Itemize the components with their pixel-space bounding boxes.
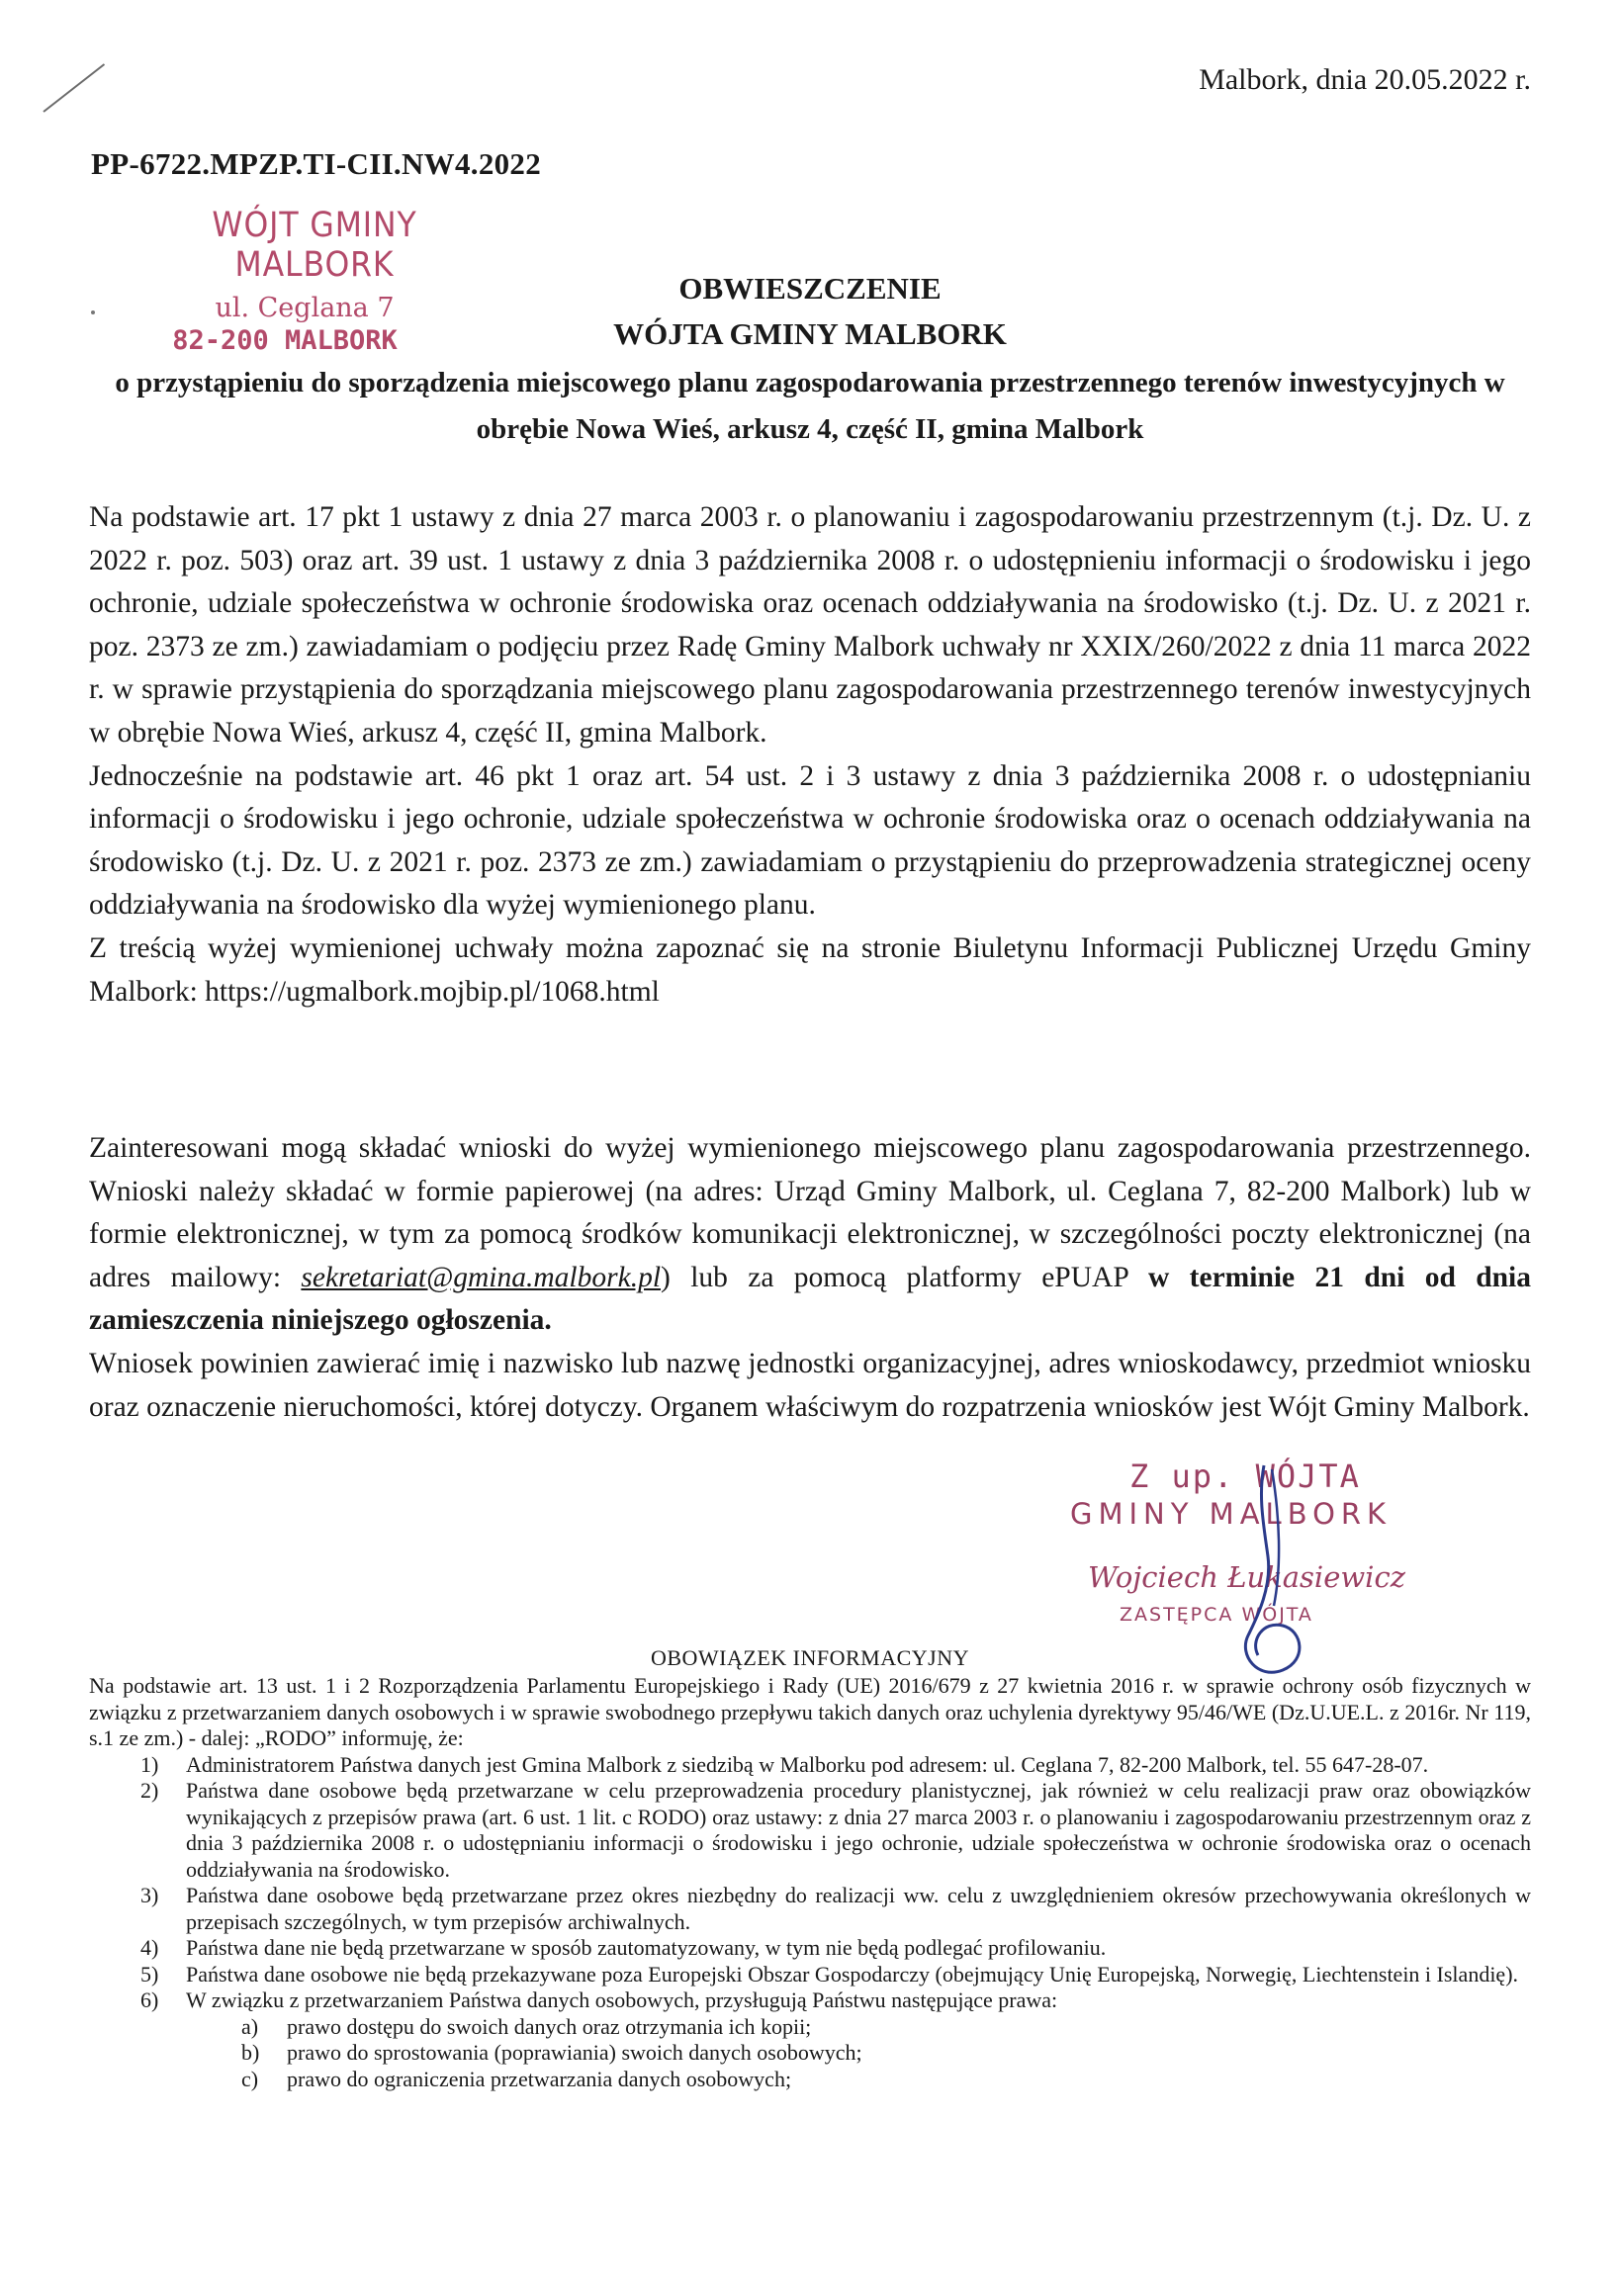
legal-basis-section [89, 496, 1531, 1014]
list-item: 3) Państwa dane osobowe będą przetwarzane przez okres niezbędny do realizacji ww. celu z uwzględnieniem okresów przechowywania określonych w przepisach szczególnych, w tym przepisów archiwalnych. [140, 1883, 1531, 1934]
info-obligation [89, 1673, 1531, 2092]
list-item: a) prawo dostępu do swoich danych oraz otrzymania ich kopii; [241, 2013, 812, 2039]
email-link[interactable]: sekretariat@gmina.malbork.pl [301, 1261, 662, 1293]
notice-issuer: WÓJTA GMINY MALBORK [613, 316, 1007, 351]
applications-section [89, 1127, 1531, 1429]
list-item: 4) Państwa dane nie będą przetwarzane w sposób zautomatyzowany, w tym nie będą podlegać profilowaniu. [140, 1935, 1107, 1960]
signature-stamp-name: Wojciech Łukasiewicz [1088, 1560, 1405, 1594]
list-item: 5) Państwa dane osobowe nie będą przekazywane poza Europejski Obszar Gospodarczy (obejmujący Unię Europejską, Norwegię, Liechtenstein i Islandię). [140, 1961, 1519, 1987]
paragraph-environmental-assessment: Jednocześnie na podstawie art. 46 pkt 1 oraz art. 54 ust. 2 i 3 ustawy z dnia 3 października 2008 r. o udostępnianiu informacji o środowisku i jego ochronie, udziale społeczeństwa w ochronie środowiska oraz o ocenach oddziaływania na środowisko (t.j. Dz. U. z 2021 r. poz. 2373 ze zm.) zawiadamiam o przystąpieniu do przeprowadzenia strategicznej oceny oddziaływania na środowisko dla wyżej wymienionego planu. [89, 759, 1531, 922]
office-stamp-line3: 82-200 MALBORK [172, 325, 398, 356]
list-item: c) prawo do ograniczenia przetwarzania danych osobowych; [241, 2066, 792, 2091]
paragraph-application-content: Wniosek powinien zawierać imię i nazwisko lub nazwę jednostki organizacyjnej, adres wnioskodawcy, przedmiot wniosku oraz oznaczenie nieruchomości, której dotyczy. Organem właściwym do rozpatrzenia wniosków jest Wójt Gminy Malbork. [89, 1347, 1531, 1423]
info-obligation-heading: OBOWIĄZEK INFORMACYJNY [650, 1645, 970, 1670]
notice-title: OBWIESZCZENIE [678, 271, 942, 306]
list-item: 2) Państwa dane osobowe będą przetwarzane w celu przeprowadzenia procedury planistycznej, jak również w celu realizacji praw oraz obowiązków wynikających z przepisów prawa (art. 6 ust. 1 lit. c RODO) oraz ustawy: z dnia 27 marca 2003 r. o planowaniu i zagospodarowaniu przestrzennym oraz z dnia 3 października 2008 r. o udostępnianiu informacji o środowisku i jego ochronie, udziale społeczeństwa w ochronie środowiska oraz o ocenach oddziaływania na środowisko. [140, 1778, 1531, 1882]
rights-list [89, 2014, 1531, 2093]
applications-text-b: ) lub za pomocą platformy ePUAP [661, 1261, 1148, 1293]
deadline-text: w terminie 21 dni od dnia zamieszczenia niniejszego ogłoszenia. [89, 1261, 1531, 1337]
signature-stamp-role: ZASTĘPCA WÓJTA [1120, 1604, 1313, 1626]
notice-subject: o przystąpieniu do sporządzenia miejscowego planu zagospodarowania przestrzennego terenów inwestycyjnych w obrębie Nowa Wieś, arkusz 4, część II, gmina Malbork [115, 367, 1505, 445]
list-item: b) prawo do sprostowania (poprawiania) swoich danych osobowych; [241, 2040, 862, 2065]
paragraph-resolution: Na podstawie art. 17 pkt 1 ustawy z dnia 27 marca 2003 r. o planowaniu i zagospodarowaniu przestrzennym (t.j. Dz. U. z 2022 r. poz. 503) oraz art. 39 ust. 1 ustawy z dnia 3 października 2008 r. o udostępnieniu informacji o środowisku i jego ochronie, udziale społeczeństwa w ochronie środowiska oraz ocenach oddziaływania na środowisko (t.j. Dz. U. z 2021 r. poz. 2373 ze zm.) zawiadamiam o podjęciu przez Radę Gminy Malbork uchwały nr XXIX/260/2022 z dnia 11 marca 2022 r. w sprawie przystąpienia do sporządzania miejscowego planu zagospodarowania przestrzennego terenów inwestycyjnych w obrębie Nowa Wieś, arkusz 4, część II, gmina Malbork. [89, 501, 1531, 749]
info-list [89, 1752, 1531, 2014]
speck [91, 310, 95, 314]
list-item: 1) Administratorem Państwa danych jest Gmina Malbork z siedzibą w Malborku pod adresem: ul. Ceglana 7, 82-200 Malbork, tel. 55 647-28-07. [140, 1751, 1429, 1777]
signature-stamp-line2: GMINY MALBORK [1070, 1497, 1393, 1531]
signature-stamp-line1: Z up. WÓJTA [1129, 1457, 1361, 1495]
list-item: 6) W związku z przetwarzaniem Państwa danych osobowych, przysługują Państwu następujące prawa: [140, 1987, 1058, 2012]
office-stamp-line2: ul. Ceglana 7 [215, 293, 395, 323]
reference-number: PP-6722.MPZP.TI-CII.NW4.2022 [91, 146, 542, 181]
pen-mark [43, 63, 105, 113]
paragraph-applications [89, 1127, 1531, 1343]
office-stamp-line1: WÓJT GMINY MALBORK [212, 206, 417, 285]
document-date: Malbork, dnia 20.05.2022 r. [1199, 63, 1531, 96]
paragraph-bip-link: Z treścią wyżej wymienionej uchwały można zapoznać się na stronie Biuletynu Informacji Publicznej Urzędu Gminy Malbork: https://ugmalbork.mojbip.pl/1068.html [89, 931, 1531, 1008]
signature-stamp [1070, 1457, 1446, 1655]
applications-text-a: Zainteresowani mogą składać wnioski do wyżej wymienionego miejscowego planu zagospodarowania przestrzennego. Wnioski należy składać w formie papierowej (na adres: Urząd Gminy Malbork, ul. Ceglana 7, 82-200 Malbork) lub w formie elektronicznej, w tym za pomocą środków komunikacji elektronicznej, w szczególności poczty elektronicznej (na adres mailowy: [89, 1132, 1531, 1293]
info-intro: Na podstawie art. 13 ust. 1 i 2 Rozporządzenia Parlamentu Europejskiego i Rady (UE) 2016/679 z 27 kwietnia 2016 r. w sprawie ochrony osób fizycznych w związku z przetwarzaniem danych osobowych i w sprawie swobodnego przepływu takich danych oraz uchylenia dyrektywy 95/46/WE (Dz.U.UE.L. z 2016r. Nr 119, s.1 ze zm.) - dalej: „RODO” informuję, że: [89, 1673, 1531, 1750]
